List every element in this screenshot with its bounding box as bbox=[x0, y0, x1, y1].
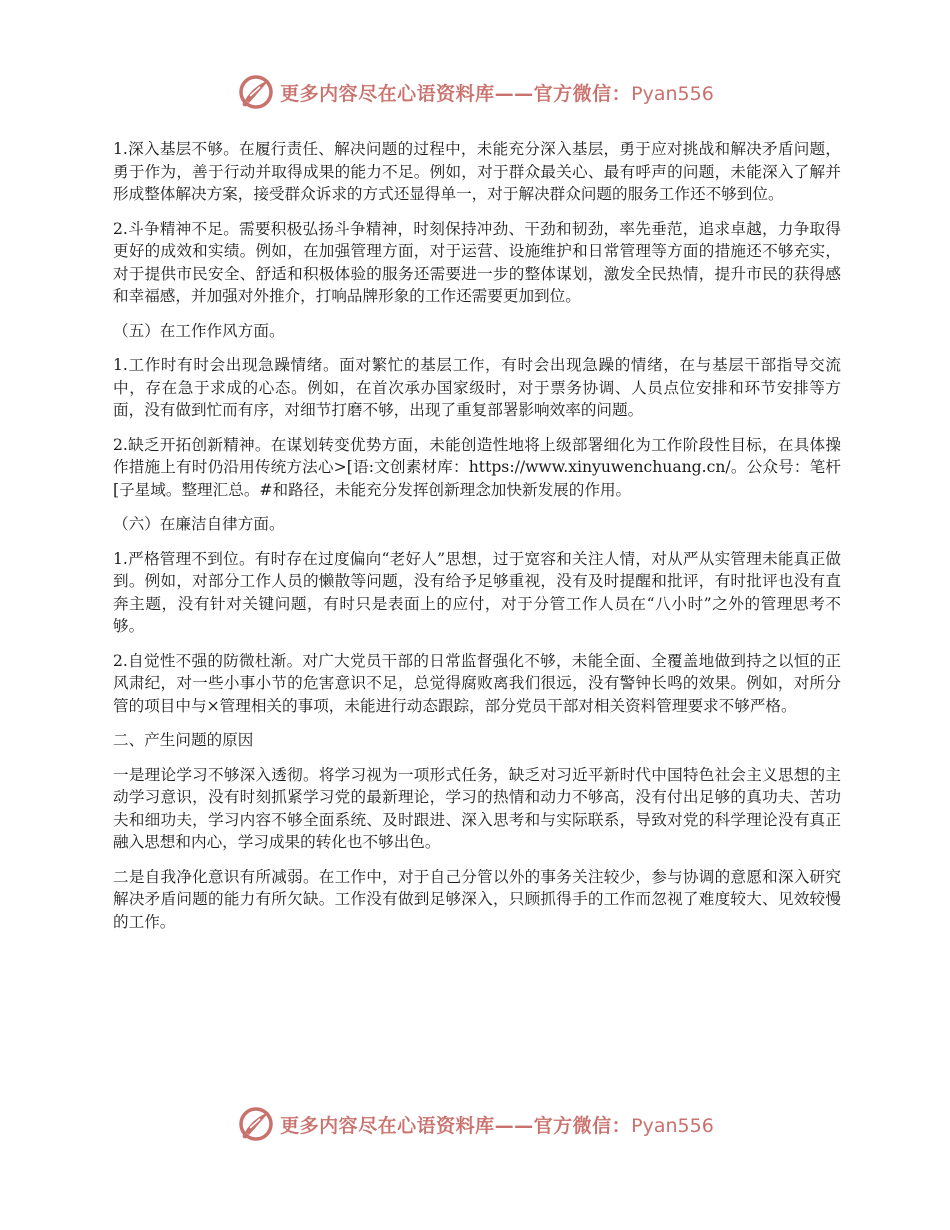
banner-main-text: 更多内容尽在心语资料库——官方微信： bbox=[280, 82, 632, 105]
header-banner bbox=[0, 70, 950, 114]
section-heading: 二、产生问题的原因 bbox=[113, 731, 254, 749]
paragraph: 一是理论学习不够深入透彻。将学习视为一项形式任务，缺乏对习近平新时代中国特色社会主义思想的主动学习意识，没有时刻抓紧学习党的最新理论，学习的热情和动力不够高，没有付出足够的真功夫、苦功夫和细功夫，学习内容不够全面系统、及时跟进、深入思考和与实际联系，导致对党的科学理论没有真正融入思想和内心，学习成果的转化也不够出色。 bbox=[113, 765, 841, 851]
brand-logo-icon bbox=[236, 1104, 276, 1144]
paragraph: 2.自觉性不强的防微杜渐。对广大党员干部的日常监督强化不够，未能全面、全覆盖地做到持之以恒的正风肃纪，对一些小事小节的危害意识不足，总觉得腐败离我们很远，没有警钟长鸣的效果。例如，对所分管的项目中与×管理相关的事项，未能进行动态跟踪，部分党员干部对相关资料管理要求不够严格。 bbox=[113, 651, 841, 715]
footer-banner bbox=[0, 1102, 950, 1146]
banner-text bbox=[280, 79, 714, 106]
paragraph: 二是自我净化意识有所减弱。在工作中，对于自己分管以外的事务关注较少，参与协调的意愿和深入研究解决矛盾问题的能力有所欠缺。工作没有做到足够深入，只顾抓得手的工作而忽视了难度较大、见效较慢的工作。 bbox=[113, 867, 841, 931]
brand-logo-icon bbox=[236, 72, 276, 112]
paragraph: 2.斗争精神不足。需要积极弘扬斗争精神，时刻保持冲劲、干劲和韧劲，率先垂范，追求卓越，力争取得更好的成效和实绩。例如，在加强管理方面，对于运营、设施维护和日常管理等方面的措施还不够充实，对于提供市民安全、舒适和积极体验的服务还需要进一步的整体谋划，激发全民热情，提升市民的获得感和幸福感，并加强对外推介，打响品牌形象的工作还需要更加到位。 bbox=[113, 219, 841, 305]
section-heading: （六）在廉洁自律方面。 bbox=[113, 515, 285, 533]
paragraph: 1.严格管理不到位。有时存在过度偏向“老好人”思想，过于宽容和关注人情，对从严从实管理未能真正做到。例如，对部分工作人员的懒散等问题，没有给予足够重视，没有及时提醒和批评，有时批评也没有直奔主题，没有针对关键问题，有时只是表面上的应付，对于分管工作人员在“八小时”之外的管理思考不够。 bbox=[113, 549, 841, 635]
document-body bbox=[113, 138, 841, 945]
paragraph: 1.工作时有时会出现急躁情绪。面对繁忙的基层工作，有时会出现急躁的情绪，在与基层干部指导交流中，存在急于求成的心态。例如，在首次承办国家级时，对于票务协调、人员点位安排和环节安排等方面，没有做到忙而有序，对细节打磨不够，出现了重复部署影响效率的问题。 bbox=[113, 356, 841, 419]
banner-wechat-id: Pyan556 bbox=[631, 82, 714, 105]
section-heading: （五）在工作作风方面。 bbox=[113, 321, 285, 340]
banner-text bbox=[280, 1111, 714, 1138]
banner-wechat-id: Pyan556 bbox=[631, 1114, 714, 1137]
paragraph: 2.缺乏开拓创新精神。在谋划转变优势方面，未能创造性地将上级部署细化为工作阶段性目标，在具体操作措施上有时仍沿用传统方法心>[语:文创素材库：https://www.xinyuwenchuang.cn/。公众号：笔杆[子星域。整理汇总。#和路径，未能充分发挥创新理念加快新发展的作用。 bbox=[113, 435, 841, 499]
banner-main-text: 更多内容尽在心语资料库——官方微信： bbox=[280, 1114, 632, 1137]
paragraph: 1.深入基层不够。在履行责任、解决问题的过程中，未能充分深入基层，勇于应对挑战和解决矛盾问题，勇于作为，善于行动并取得成果的能力不足。例如，对于群众最关心、最有呼声的问题，未能深入了解并形成整体解决方案，接受群众诉求的方式还显得单一，对于解决群众问题的服务工作还不够到位。 bbox=[113, 140, 841, 203]
